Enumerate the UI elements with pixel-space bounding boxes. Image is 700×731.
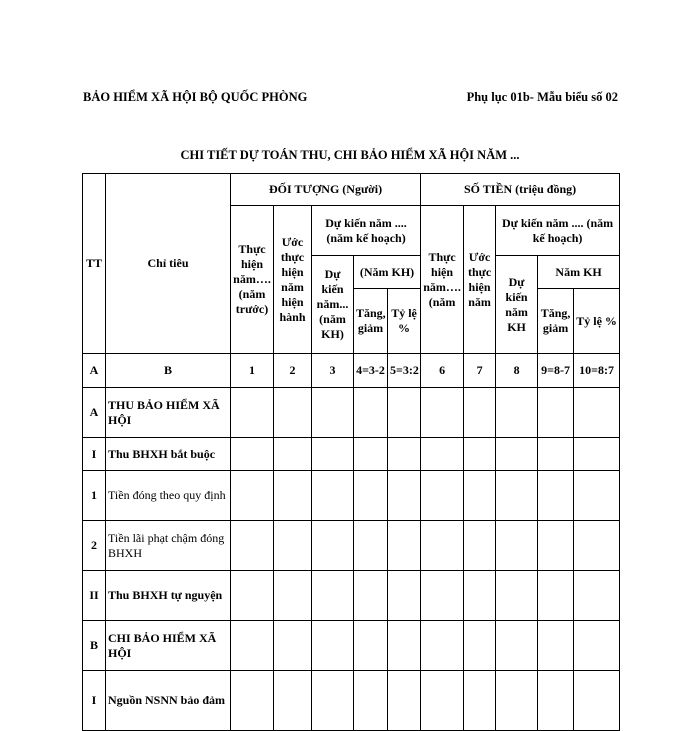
data-cell: [496, 621, 538, 671]
data-cell: [312, 388, 354, 438]
data-cell: [274, 521, 312, 571]
row-tt: B: [83, 621, 106, 671]
data-cell: [464, 571, 496, 621]
header-uoc-thuc-hien-2: Ước thực hiện năm: [464, 206, 496, 354]
row-label: CHI BẢO HIỂM XÃ HỘI: [106, 621, 231, 671]
header-thuc-hien: Thực hiện năm…. (năm trước): [231, 206, 274, 354]
table-row: [83, 671, 620, 731]
data-cell: [354, 471, 388, 521]
data-cell: [496, 571, 538, 621]
index-cell: 8: [496, 354, 538, 388]
data-cell: [354, 388, 388, 438]
data-cell: [388, 671, 421, 731]
data-cell: [388, 521, 421, 571]
data-cell: [421, 471, 464, 521]
data-cell: [538, 671, 574, 731]
data-cell: [421, 621, 464, 671]
data-cell: [538, 521, 574, 571]
data-cell: [388, 571, 421, 621]
header-chi-tieu: Chỉ tiêu: [106, 174, 231, 354]
data-cell: [388, 388, 421, 438]
row-label: Thu BHXH tự nguyện: [106, 571, 231, 621]
header-uoc-thuc-hien: Ước thực hiện năm hiện hành: [274, 206, 312, 354]
data-cell: [464, 388, 496, 438]
data-cell: [312, 571, 354, 621]
agency-name: BẢO HIỂM XÃ HỘI BỘ QUỐC PHÒNG: [83, 90, 308, 104]
index-cell: 2: [274, 354, 312, 388]
data-cell: [274, 621, 312, 671]
header-ty-le: Tỷ lệ %: [388, 289, 421, 354]
appendix-label: Phụ lục 01b- Mẫu biểu số 02: [466, 90, 618, 104]
data-cell: [231, 388, 274, 438]
data-cell: [538, 438, 574, 471]
data-cell: [231, 438, 274, 471]
document-title: CHI TIẾT DỰ TOÁN THU, CHI BẢO HIỂM XÃ HỘI NĂM ...: [180, 148, 520, 162]
index-cell: 7: [464, 354, 496, 388]
row-tt: 1: [83, 471, 106, 521]
header-tang-giam: Tăng, giảm: [354, 289, 388, 354]
data-cell: [354, 571, 388, 621]
header-du-kien: Dự kiến năm... (năm KH): [312, 256, 354, 354]
data-cell: [231, 471, 274, 521]
data-cell: [312, 438, 354, 471]
data-cell: [231, 621, 274, 671]
header-doi-tuong: ĐỐI TƯỢNG (Người): [231, 174, 421, 206]
data-cell: [574, 521, 620, 571]
data-cell: [574, 388, 620, 438]
data-cell: [421, 438, 464, 471]
index-cell: 4=3-2: [354, 354, 388, 388]
data-cell: [538, 571, 574, 621]
data-cell: [388, 438, 421, 471]
table-row: [83, 571, 620, 621]
row-tt: I: [83, 671, 106, 731]
header-tang-giam-2: Tăng, giảm: [538, 289, 574, 354]
index-row: [83, 354, 620, 388]
row-label: Tiền lãi phạt chậm đóng BHXH: [106, 521, 231, 571]
data-cell: [388, 621, 421, 671]
row-label: Tiền đóng theo quy định: [106, 471, 231, 521]
data-cell: [274, 388, 312, 438]
data-cell: [574, 471, 620, 521]
data-cell: [421, 521, 464, 571]
index-cell: 5=3:2: [388, 354, 421, 388]
data-cell: [574, 671, 620, 731]
data-cell: [496, 521, 538, 571]
data-cell: [274, 571, 312, 621]
data-cell: [464, 471, 496, 521]
index-cell: 1: [231, 354, 274, 388]
table-row: [83, 438, 620, 471]
data-cell: [538, 388, 574, 438]
index-cell: B: [106, 354, 231, 388]
data-cell: [574, 571, 620, 621]
row-tt: 2: [83, 521, 106, 571]
data-cell: [274, 438, 312, 471]
data-cell: [464, 438, 496, 471]
data-cell: [388, 471, 421, 521]
data-cell: [312, 521, 354, 571]
header-du-kien-2: Dự kiến năm KH: [496, 256, 538, 354]
index-cell: 9=8-7: [538, 354, 574, 388]
row-label: Nguồn NSNN bảo đảm: [106, 671, 231, 731]
data-cell: [538, 621, 574, 671]
data-cell: [231, 521, 274, 571]
data-cell: [421, 571, 464, 621]
table-row: [83, 521, 620, 571]
row-tt: A: [83, 388, 106, 438]
row-label: Thu BHXH bắt buộc: [106, 438, 231, 471]
table-row: [83, 388, 620, 438]
data-cell: [496, 388, 538, 438]
index-cell: 10=8:7: [574, 354, 620, 388]
data-cell: [354, 438, 388, 471]
data-cell: [312, 471, 354, 521]
data-cell: [496, 471, 538, 521]
budget-table: [82, 173, 620, 731]
index-cell: A: [83, 354, 106, 388]
data-cell: [231, 571, 274, 621]
data-cell: [464, 621, 496, 671]
header-ty-le-2: Tỷ lệ %: [574, 289, 620, 354]
row-tt: I: [83, 438, 106, 471]
header-nam-kh-paren: (Năm KH): [354, 256, 421, 289]
row-label: THU BẢO HIỂM XÃ HỘI: [106, 388, 231, 438]
data-cell: [538, 471, 574, 521]
index-cell: 3: [312, 354, 354, 388]
data-cell: [312, 671, 354, 731]
row-tt: II: [83, 571, 106, 621]
data-cell: [354, 521, 388, 571]
data-cell: [312, 621, 354, 671]
table-row: [83, 471, 620, 521]
data-cell: [496, 438, 538, 471]
data-cell: [231, 671, 274, 731]
header-nam-kh: Năm KH: [538, 256, 620, 289]
data-cell: [496, 671, 538, 731]
data-cell: [464, 671, 496, 731]
header-du-kien-group: Dự kiến năm .... (năm kế hoạch): [312, 206, 421, 256]
data-cell: [274, 671, 312, 731]
header-du-kien-group-2: Dự kiến năm .... (năm kế hoạch): [496, 206, 620, 256]
header-so-tien: SỐ TIỀN (triệu đồng): [421, 174, 620, 206]
data-cell: [354, 671, 388, 731]
header-tt: TT: [83, 174, 106, 354]
data-cell: [574, 621, 620, 671]
index-cell: 6: [421, 354, 464, 388]
header-thuc-hien-2: Thực hiện năm…. (năm: [421, 206, 464, 354]
data-cell: [421, 388, 464, 438]
table-row: [83, 621, 620, 671]
data-cell: [421, 671, 464, 731]
data-cell: [354, 621, 388, 671]
data-cell: [274, 471, 312, 521]
data-cell: [574, 438, 620, 471]
data-cell: [464, 521, 496, 571]
